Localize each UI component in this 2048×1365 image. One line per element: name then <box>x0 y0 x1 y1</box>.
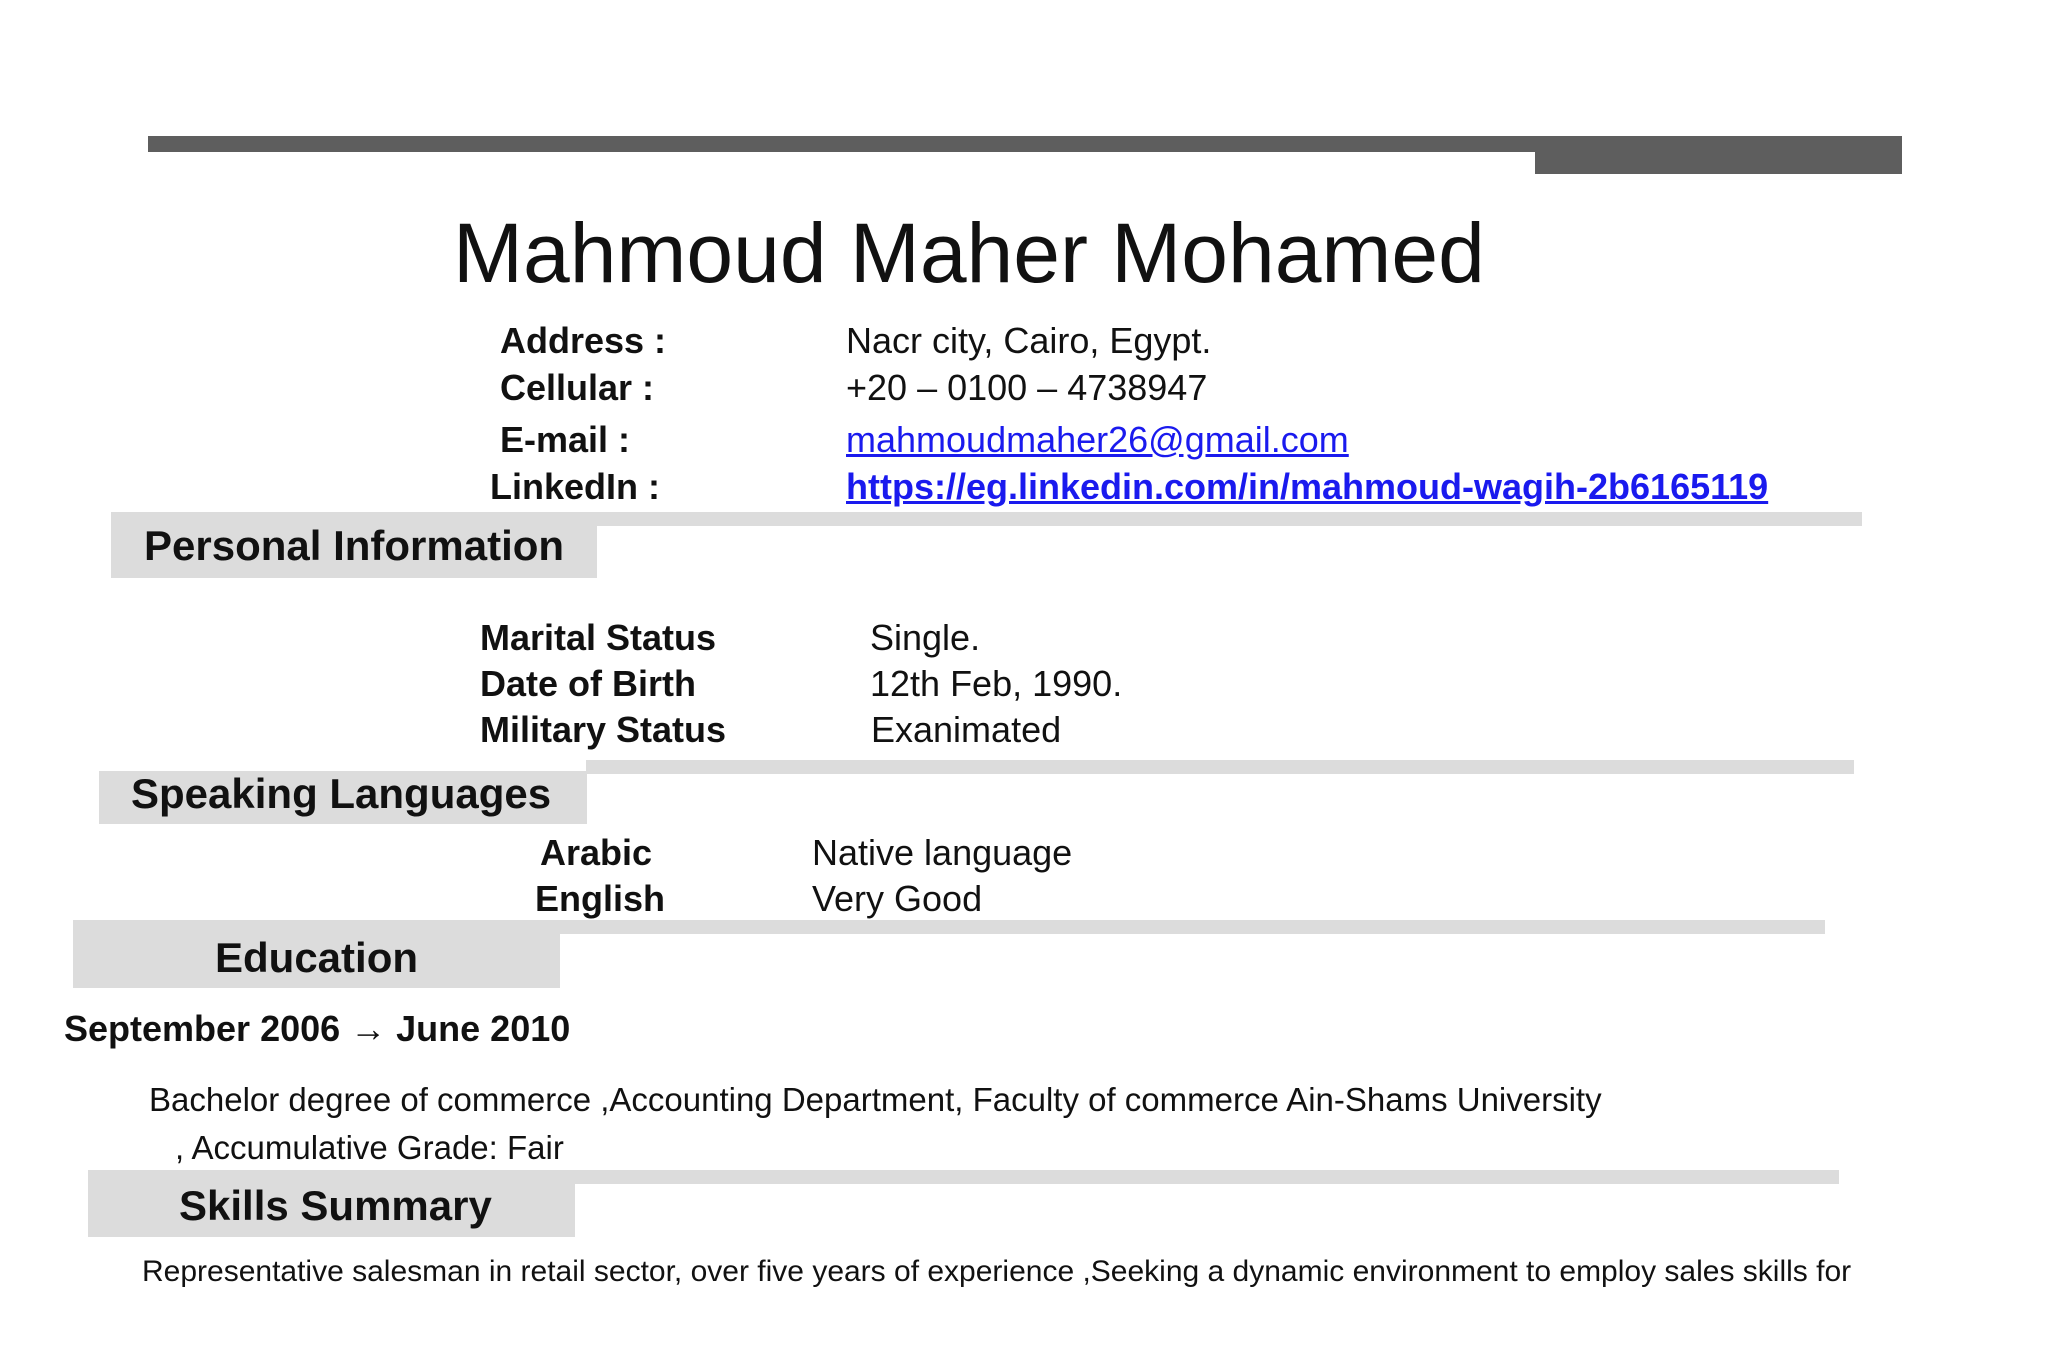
language-english-label: English <box>535 878 666 919</box>
email-link[interactable]: mahmoudmaher26@gmail.com <box>846 419 1349 460</box>
languages-section-rule <box>586 760 1854 774</box>
address-value: Nacr city, Cairo, Egypt. <box>846 320 1212 361</box>
linkedin-label: LinkedIn : <box>490 466 660 507</box>
languages-section-heading: Speaking Languages <box>99 771 587 824</box>
education-dates: September 2006 → June 2010 <box>64 1008 571 1049</box>
skills-section-heading: Skills Summary <box>88 1170 575 1237</box>
education-degree-line2: , Accumulative Grade: Fair <box>175 1129 564 1166</box>
skills-section-rule <box>574 1170 1839 1184</box>
language-english-level: Very Good <box>812 878 983 919</box>
linkedin-link[interactable]: https://eg.linkedin.com/in/mahmoud-wagih-2b6165119 <box>846 466 1769 507</box>
personal-section-heading: Personal Information <box>111 512 597 578</box>
personal-section-rule <box>596 512 1862 526</box>
address-label: Address : <box>500 320 667 361</box>
military-status-value: Exanimated <box>871 709 1062 750</box>
education-section-rule <box>560 920 1825 934</box>
cellular-value: +20 – 0100 – 4738947 <box>846 367 1208 408</box>
language-arabic-label: Arabic <box>540 832 653 873</box>
skills-summary-text: Representative salesman in retail sector, over five years of experience ,Seeking a dynamic environment to employ sales skills for <box>142 1255 1852 1288</box>
education-section-heading: Education <box>73 920 560 988</box>
header-bar-tab <box>1535 150 1902 174</box>
cellular-label: Cellular : <box>500 367 655 408</box>
date-of-birth-value: 12th Feb, 1990. <box>870 663 1123 704</box>
education-degree-line1: Bachelor degree of commerce ,Accounting Department, Faculty of commerce Ain-Shams University <box>149 1081 1602 1118</box>
resume-name: Mahmoud Maher Mohamed <box>453 206 1485 300</box>
email-label: E-mail : <box>500 419 631 460</box>
marital-status-value: Single. <box>870 617 981 658</box>
date-of-birth-label: Date of Birth <box>480 663 696 704</box>
military-status-label: Military Status <box>480 709 727 750</box>
language-arabic-level: Native language <box>812 832 1073 873</box>
marital-status-label: Marital Status <box>480 617 717 658</box>
